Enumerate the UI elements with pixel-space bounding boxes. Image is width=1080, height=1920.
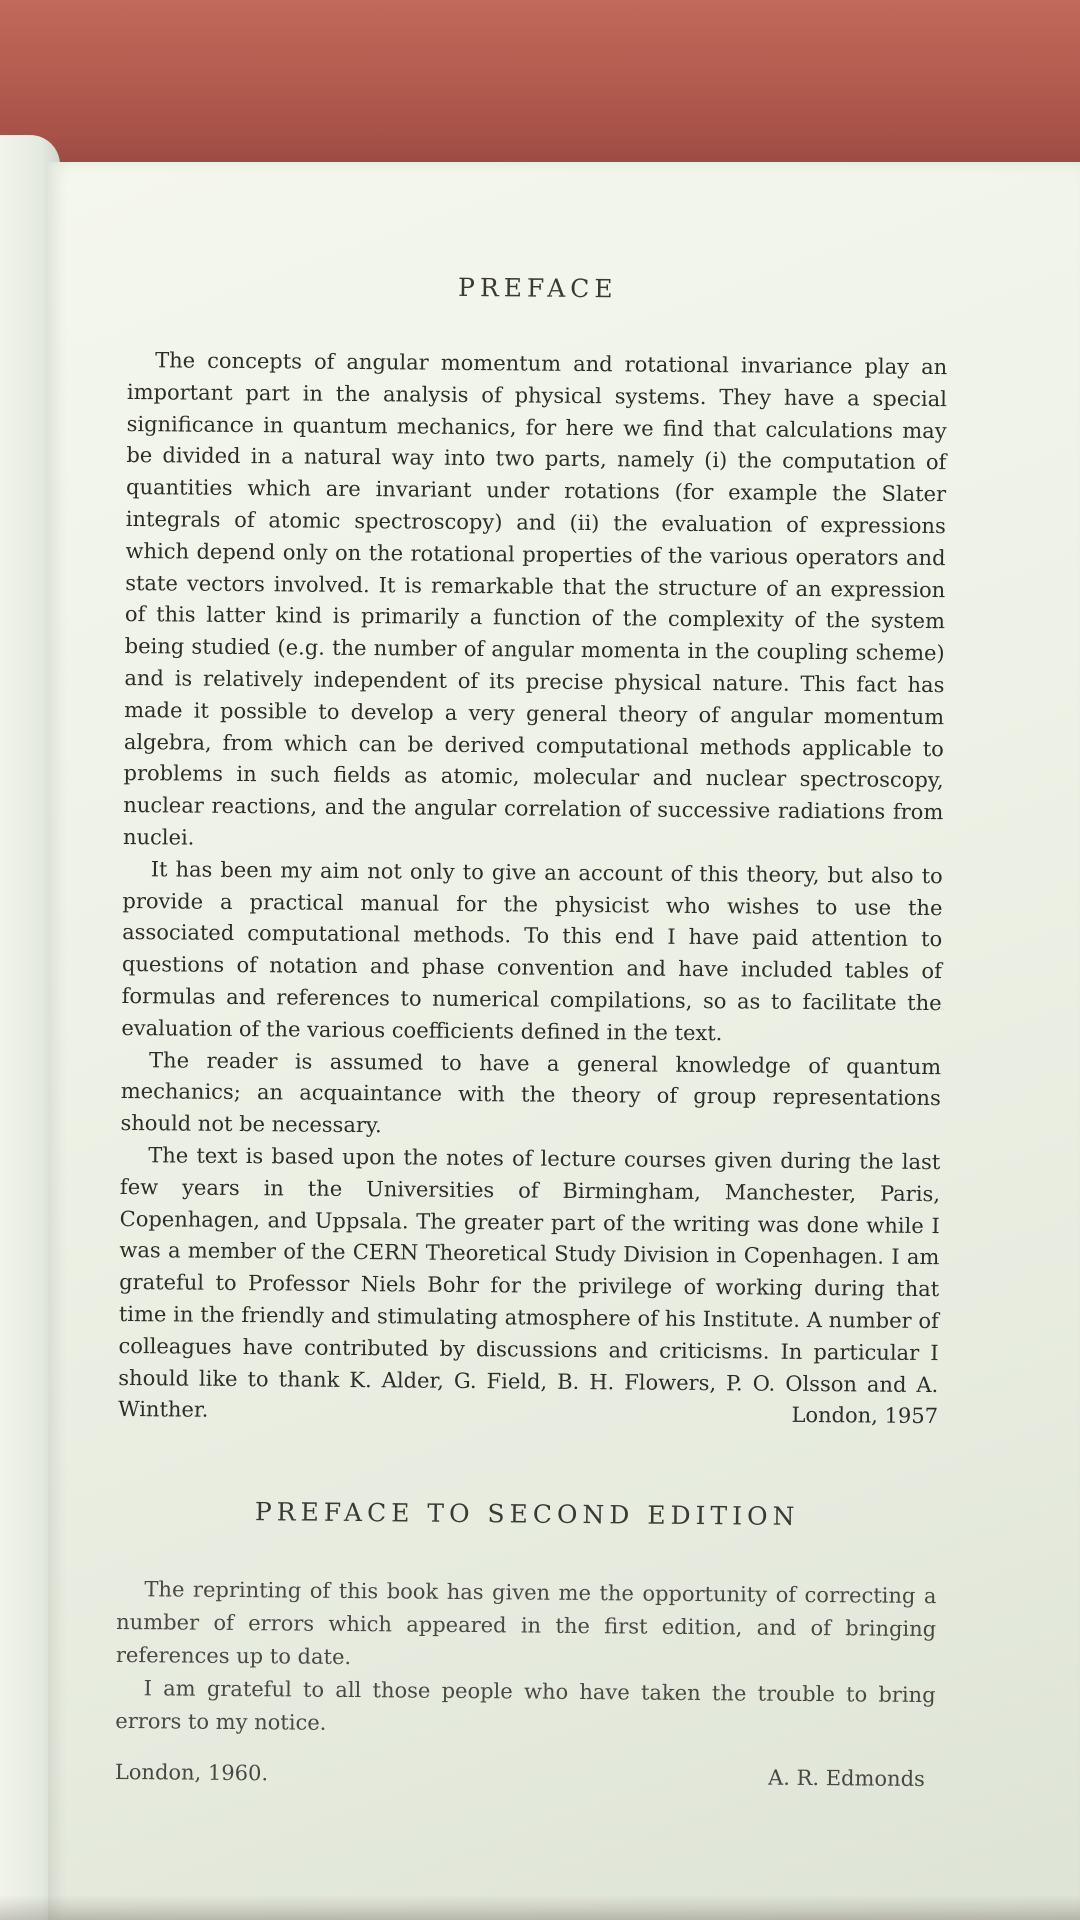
second-edition-heading: PREFACE TO SECOND EDITION (254, 1497, 800, 1531)
preface-place-date: London, 1957 (791, 1403, 939, 1429)
preface-signature-row (118, 1394, 938, 1433)
preface-paragraph-4: The text is based upon the notes of lecture courses given during the last few years in the Universities of Birmingham, Manchester, Paris, Copenhagen, and Uppsala. The greater part of the writing was done while I was a member of the CERN Theoretical Study Division in Copenhagen. I am grateful to Professor Niels Bohr for the privilege of working during that time in the friendly and stimulating atmosphere of his Institute. A number of colleagues have contributed by discussions and criticisms. In particular I should like to thank K. Alder, G. Field, B. H. Flowers, P. O. Olsson and A. Winther. (117, 1143, 941, 1423)
second-edition-paragraph-2: I am grateful to all those people who have taken the trouble to bring errors to my notice. (115, 1676, 936, 1735)
bottom-shadow (0, 1895, 1080, 1920)
second-edition-place-date: London, 1960. (114, 1760, 269, 1786)
page-content (115, 270, 948, 1791)
preface-paragraph-3: The reader is assumed to have a general knowledge of quantum mechanics; an acquaintance with the theory of group representations should not be necessary. (120, 1047, 942, 1138)
preface-heading: PREFACE (457, 272, 618, 304)
preface-paragraph-1: The concepts of angular momentum and rotational invariance play an important part in the analysis of physical systems. They have a special significance in quantum mechanics, for here we find that calculations may be divided in a natural way into two parts, namely (i) the computation of quantities which are invariant under rotations (for example the Slater integrals of atomic spectroscopy) and (ii) the evaluation of expressions which depend only on the rotational properties of the various operators and state vectors involved. It is remarkable that the structure of an expression of this latter kind is primarily a function of the complexity of the system being studied (e.g. the number of angular momenta in the coupling scheme) and is relatively independent of its precise physical nature. This fact has made it possible to develop a very general theory of angular momentum algebra, from which can be derived computational methods applicable to problems in such fields as atomic, molecular and nuclear spectroscopy, nuclear reactions, and the angular correlation of successive radiations from nuclei. (122, 348, 948, 850)
preface-paragraph-2: It has been my aim not only to give an account of this theory, but also to provide a practical manual for the physicist who wishes to use the associated computational methods. To this end I have paid attention to questions of notation and phase convention and have included tables of formulas and references to numerical compilations, so as to facilitate the evaluation of the various coefficients defined in the text. (121, 856, 943, 1045)
author-name: A. R. Edmonds (767, 1765, 925, 1792)
second-edition-paragraph-1: The reprinting of this book has given me the opportunity of correcting a number of errors which appeared in the first edition, and of bringing references up to date. (115, 1577, 937, 1670)
